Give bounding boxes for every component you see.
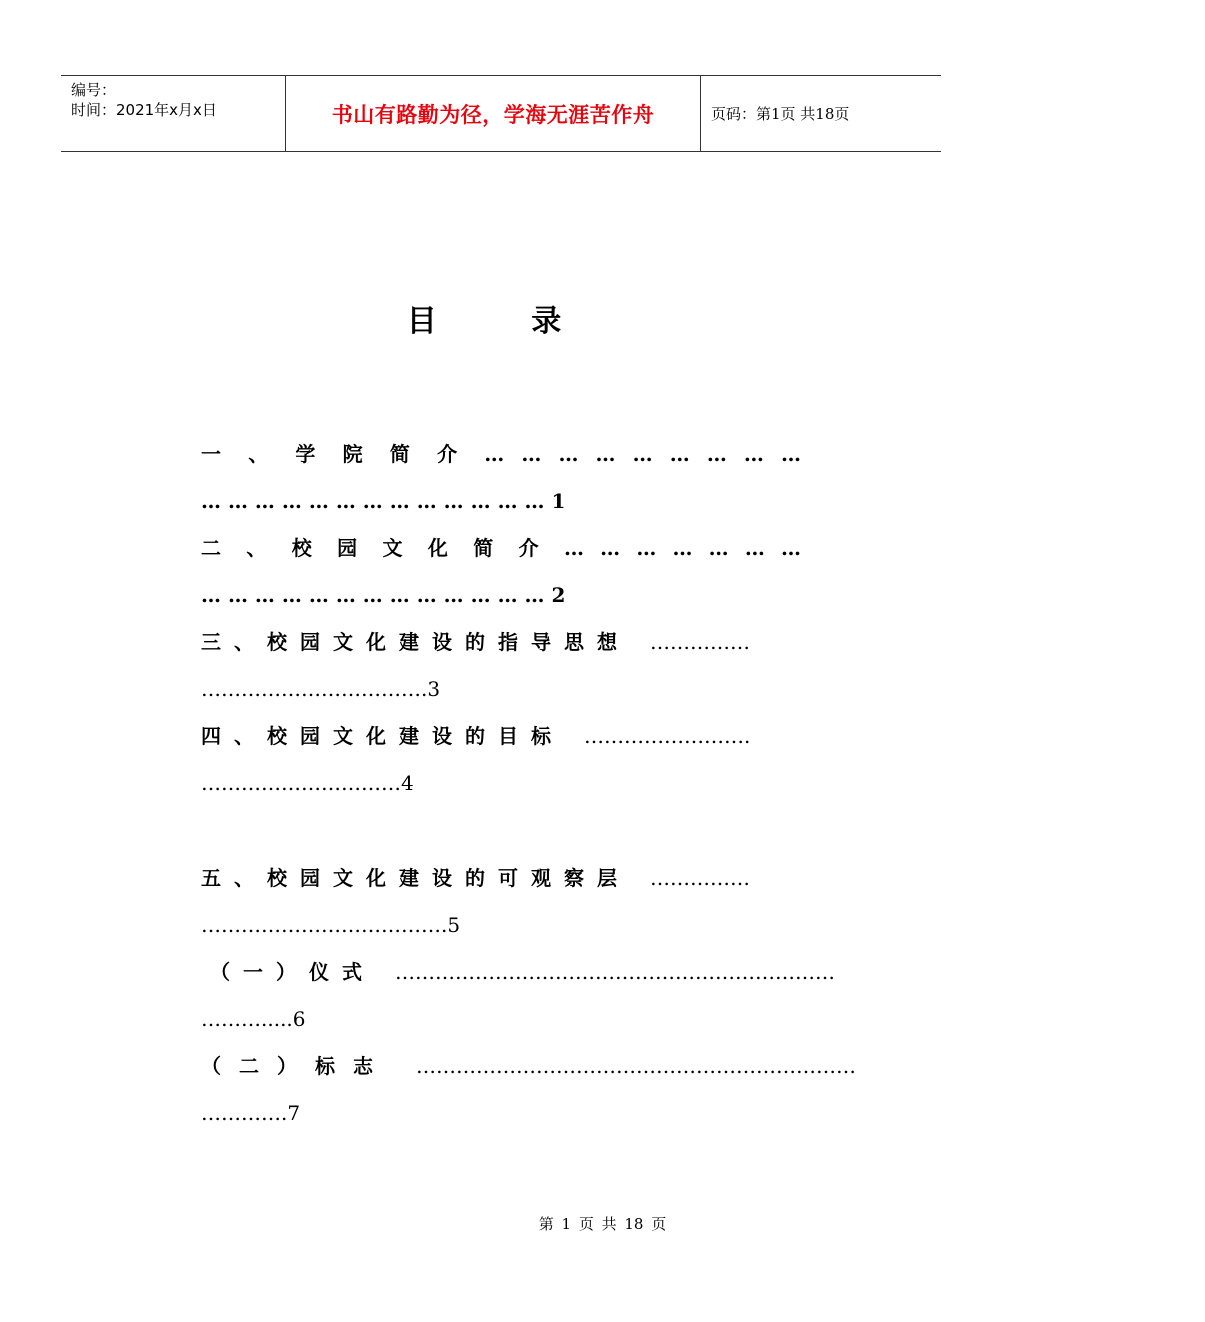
- toc-entry-4-leader: …………………….: [583, 724, 751, 748]
- toc-entry-2-leader-2: … … … … … … … … … … … … …: [201, 583, 545, 607]
- toc-entry-7-line1[interactable]: [201, 1051, 856, 1081]
- toc-entry-6-title: （一）仪式: [210, 960, 375, 984]
- toc-entry-6-leader-2: ……….....: [201, 1007, 293, 1031]
- toc-entry-6-page: 6: [292, 1007, 306, 1031]
- toc-entry-3-leader-2: …………………………….: [201, 677, 428, 701]
- toc-entry-2-line1[interactable]: [201, 533, 801, 563]
- toc-entry-5-line2[interactable]: [201, 910, 801, 940]
- toc-entry-2-leader: … … … … … … …: [563, 536, 801, 560]
- toc-entry-1-line1[interactable]: [201, 439, 801, 469]
- toc-entry-2-page: 2: [551, 583, 566, 607]
- toc-entry-4-leader-2: …………………………: [201, 771, 401, 795]
- toc-entry-2-title: 二 、 校 园 文 化 简 介: [201, 536, 548, 560]
- toc-entry-7-line2[interactable]: [201, 1098, 801, 1128]
- toc-entry-6-line1[interactable]: [210, 957, 835, 987]
- toc-entry-4-title: 四、校园文化建设的目标: [201, 724, 564, 748]
- toc-entry-1-leader: … … … … … … … … …: [484, 442, 801, 466]
- toc-entry-5-page: 5: [447, 913, 461, 937]
- toc-entry-2-line2[interactable]: [201, 580, 801, 610]
- document-header: [61, 75, 941, 152]
- toc-entry-7-page: 7: [287, 1101, 301, 1125]
- toc-entry-1-line2[interactable]: [201, 486, 801, 516]
- toc-entry-1-title: 一 、 学 院 简 介: [201, 442, 468, 466]
- toc-entry-3-title: 三、校园文化建设的指导思想: [201, 630, 630, 654]
- page-title: 目 录: [406, 304, 604, 339]
- toc-entry-4-page: 4: [401, 771, 414, 795]
- toc-entry-7-leader-2: ………….: [201, 1101, 288, 1125]
- toc-entry-3-line2[interactable]: [201, 674, 801, 704]
- toc-entry-7-title: （二）标志: [201, 1054, 391, 1078]
- toc-entry-3-page: 3: [427, 677, 441, 701]
- document-time: 时间：2021年x月x日: [71, 101, 217, 119]
- toc-entry-5-leader-2: ……………………………….: [201, 913, 448, 937]
- toc-entry-3-leader: ……………: [649, 630, 750, 654]
- toc-entry-6-leader: …………………………………………………………: [394, 960, 835, 984]
- header-motto-cell: [285, 76, 701, 151]
- header-motto: 书山有路勤为径，学海无涯苦作舟: [331, 101, 655, 127]
- header-page-info: 页码：第1页 共18页: [711, 105, 850, 123]
- toc-entry-7-leader: …………………………………………………………: [415, 1054, 856, 1078]
- document-code-label: 编号：: [71, 81, 117, 99]
- header-meta-cell: [61, 76, 285, 151]
- toc-entry-4-line1[interactable]: [201, 721, 801, 751]
- toc-entry-5-title: 五、校园文化建设的可观察层: [201, 866, 630, 890]
- toc-entry-1-leader-2: … … … … … … … … … … … … …: [201, 489, 545, 513]
- toc-entry-3-line1[interactable]: [201, 627, 801, 657]
- toc-entry-1-page: 1: [551, 489, 566, 513]
- toc-entry-5-leader: ……………: [649, 866, 750, 890]
- page-footer: 第 1 页 共 18 页: [538, 1215, 667, 1233]
- header-page-cell: [701, 76, 941, 151]
- toc-entry-6-line2[interactable]: [201, 1004, 801, 1034]
- toc-entry-5-line1[interactable]: [201, 863, 801, 893]
- toc-entry-4-line2[interactable]: [201, 768, 801, 798]
